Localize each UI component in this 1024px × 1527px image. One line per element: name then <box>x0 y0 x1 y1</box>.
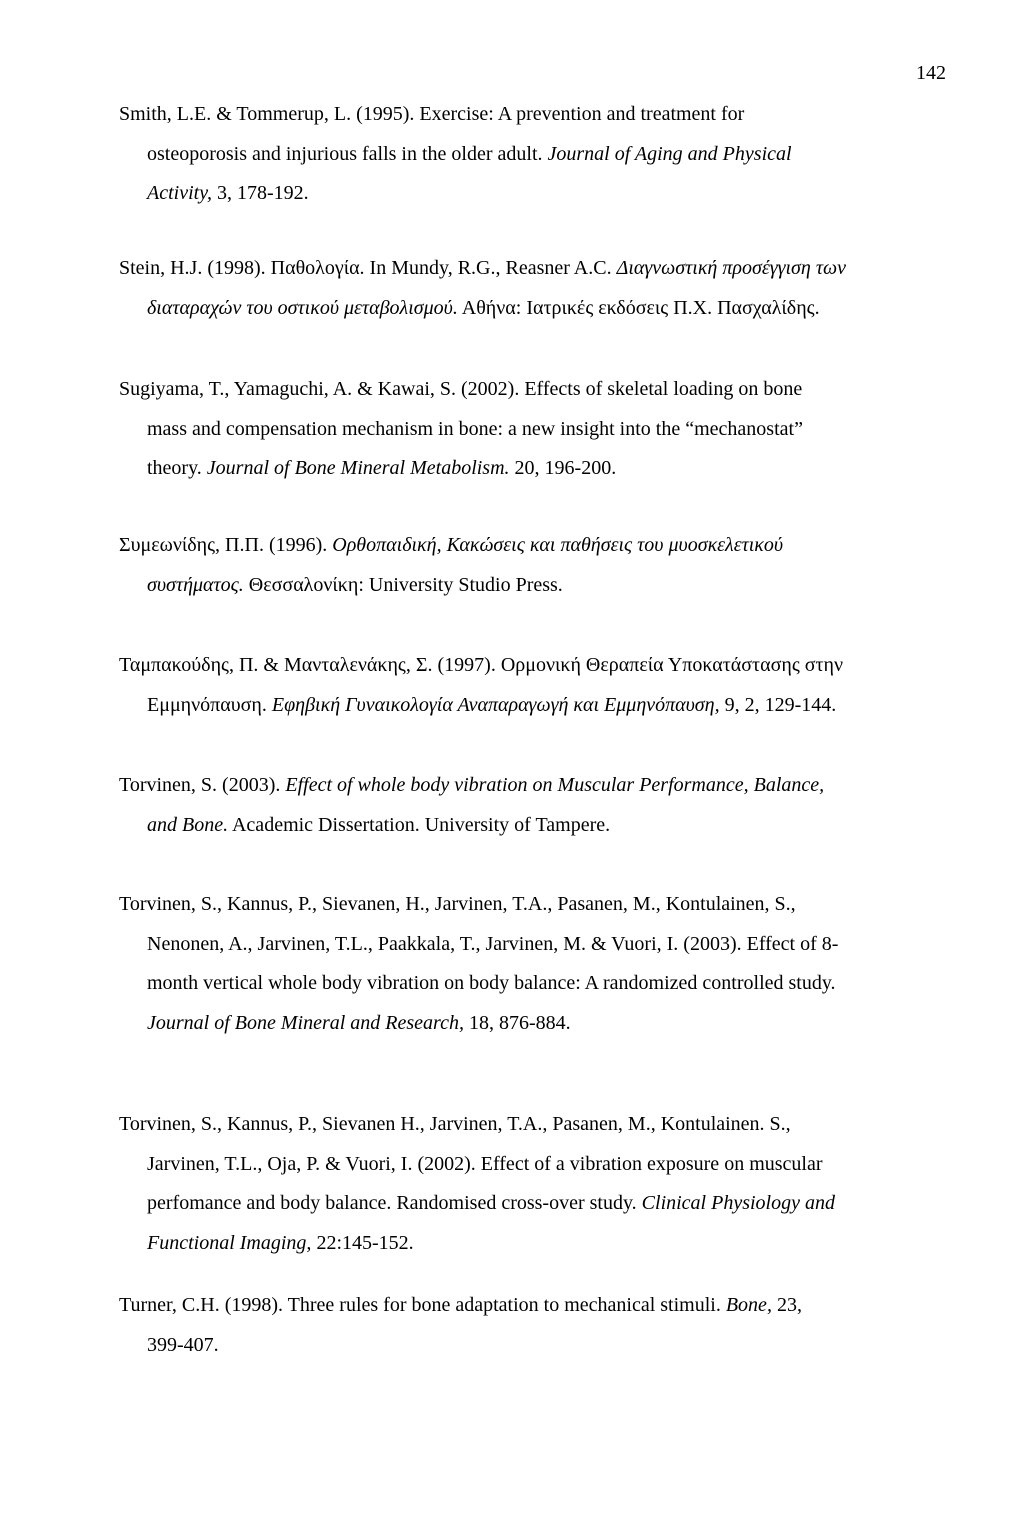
reference-text: Turner, C.H. (1998). Three rules for bone adaptation to mechanical stimuli. <box>119 1294 726 1316</box>
reference-text: Nenonen, A., Jarvinen, T.L., Paakkala, T., Jarvinen, M. & Vuori, I. (2003). Effect of 8- <box>147 932 839 955</box>
reference-line <box>120 1326 940 1366</box>
reference-sugiyama-2002 <box>120 370 940 489</box>
reference-line <box>120 174 940 214</box>
reference-line <box>120 686 940 726</box>
reference-line <box>120 1184 940 1224</box>
reference-text: Θεσσαλονίκη: University Studio Press. <box>243 573 563 596</box>
reference-line <box>120 370 940 410</box>
journal-title: Εφηβική Γυναικολογία Αναπαραγωγή και Εμμηνόπαυση, <box>271 693 720 716</box>
journal-title: Journal of Bone Mineral Metabolism. <box>206 457 510 479</box>
reference-line <box>120 410 940 450</box>
journal-title: Functional Imaging, <box>147 1231 312 1254</box>
book-title: Ορθοπαιδική, Κακώσεις και παθήσεις του μυοσκελετικού <box>332 534 784 556</box>
reference-text: Jarvinen, T.L., Oja, P. & Vuori, I. (2002). Effect of a vibration exposure on muscular <box>147 1152 823 1175</box>
reference-text: 18, 876-884. <box>463 1011 571 1034</box>
reference-text: Smith, L.E. & Tommerup, L. (1995). Exercise: A prevention and treatment for <box>119 103 745 125</box>
reference-line <box>120 646 940 686</box>
reference-text: month vertical whole body vibration on body balance: A randomized controlled study. <box>147 972 836 994</box>
reference-text: Academic Dissertation. University of Tampere. <box>228 813 611 836</box>
reference-text: Torvinen, S., Kannus, P., Sievanen, H., Jarvinen, T.A., Pasanen, M., Kontulainen, S., <box>119 893 796 915</box>
reference-line <box>120 1004 940 1044</box>
reference-text: theory. <box>147 457 207 479</box>
dissertation-title: and Bone. <box>147 813 229 836</box>
book-title: Διαγνωστική προσέγγιση των <box>616 257 846 279</box>
reference-smith-1995 <box>120 95 940 214</box>
reference-line <box>120 1286 940 1326</box>
reference-line <box>120 1224 940 1264</box>
reference-line <box>120 885 940 925</box>
dissertation-title: Effect of whole body vibration on Muscular Performance, Balance, <box>285 774 825 796</box>
reference-text: 3, 178-192. <box>211 182 309 204</box>
reference-line <box>120 449 940 489</box>
reference-tampakoudis-1997 <box>120 646 940 725</box>
reference-line <box>120 1145 940 1185</box>
reference-text: Torvinen, S. (2003). <box>119 774 286 796</box>
journal-title: Clinical Physiology and <box>641 1192 835 1214</box>
journal-title: Bone, <box>725 1294 772 1316</box>
reference-text: Stein, H.J. (1998). Παθολογία. In Mundy, R.G., Reasner A.C. <box>119 257 617 279</box>
journal-title: Journal of Aging and Physical <box>547 142 792 165</box>
reference-text: mass and compensation mechanism in bone: a new insight into the “mechanostat” <box>147 417 803 440</box>
reference-line <box>120 1105 940 1145</box>
reference-line <box>120 766 940 806</box>
journal-title: Journal of Bone Mineral and Research, <box>147 1011 464 1034</box>
reference-line <box>120 289 940 329</box>
reference-line <box>120 925 940 965</box>
reference-text: Ταμπακούδης, Π. & Μανταλενάκης, Σ. (1997). Ορμονική Θεραπεία Υποκατάστασης στην <box>119 654 844 676</box>
page-number: 142 <box>916 62 946 84</box>
reference-text: Sugiyama, T., Yamaguchi, A. & Kawai, S. (2002). Effects of skeletal loading on bone <box>119 378 803 400</box>
reference-line <box>120 964 940 1004</box>
reference-text: Εμμηνόπαυση. <box>147 693 272 716</box>
reference-text: Αθήνα: Ιατρικές εκδόσεις Π.Χ. Πασχαλίδης. <box>457 296 820 319</box>
reference-text: 399-407. <box>147 1333 219 1356</box>
reference-line <box>120 806 940 846</box>
reference-text: 20, 196-200. <box>509 457 617 479</box>
book-title: διαταραχών του οστικού μεταβολισμού. <box>147 296 458 319</box>
reference-text: 22:145-152. <box>311 1231 414 1254</box>
reference-text: osteoporosis and injurious falls in the older adult. <box>147 142 548 165</box>
reference-text: Torvinen, S., Kannus, P., Sievanen H., Jarvinen, T.A., Pasanen, M., Kontulainen. S., <box>119 1113 791 1135</box>
reference-text: perfomance and body balance. Randomised cross-over study. <box>147 1192 642 1214</box>
reference-torvinen-2003b <box>120 885 940 1043</box>
reference-line <box>120 249 940 289</box>
reference-text: Συμεωνίδης, Π.Π. (1996). <box>119 534 333 556</box>
reference-torvinen-2002 <box>120 1105 940 1263</box>
book-title: συστήματος. <box>147 573 244 596</box>
reference-text: 23, <box>771 1294 802 1316</box>
reference-line <box>120 135 940 175</box>
journal-title: Activity, <box>147 182 212 204</box>
reference-line <box>120 95 940 135</box>
reference-line <box>120 526 940 566</box>
reference-line <box>120 566 940 606</box>
reference-turner-1998 <box>120 1286 940 1365</box>
reference-text: 9, 2, 129-144. <box>719 693 837 716</box>
reference-symeonidis-1996 <box>120 526 940 605</box>
reference-stein-1998 <box>120 249 940 328</box>
reference-torvinen-2003a <box>120 766 940 845</box>
